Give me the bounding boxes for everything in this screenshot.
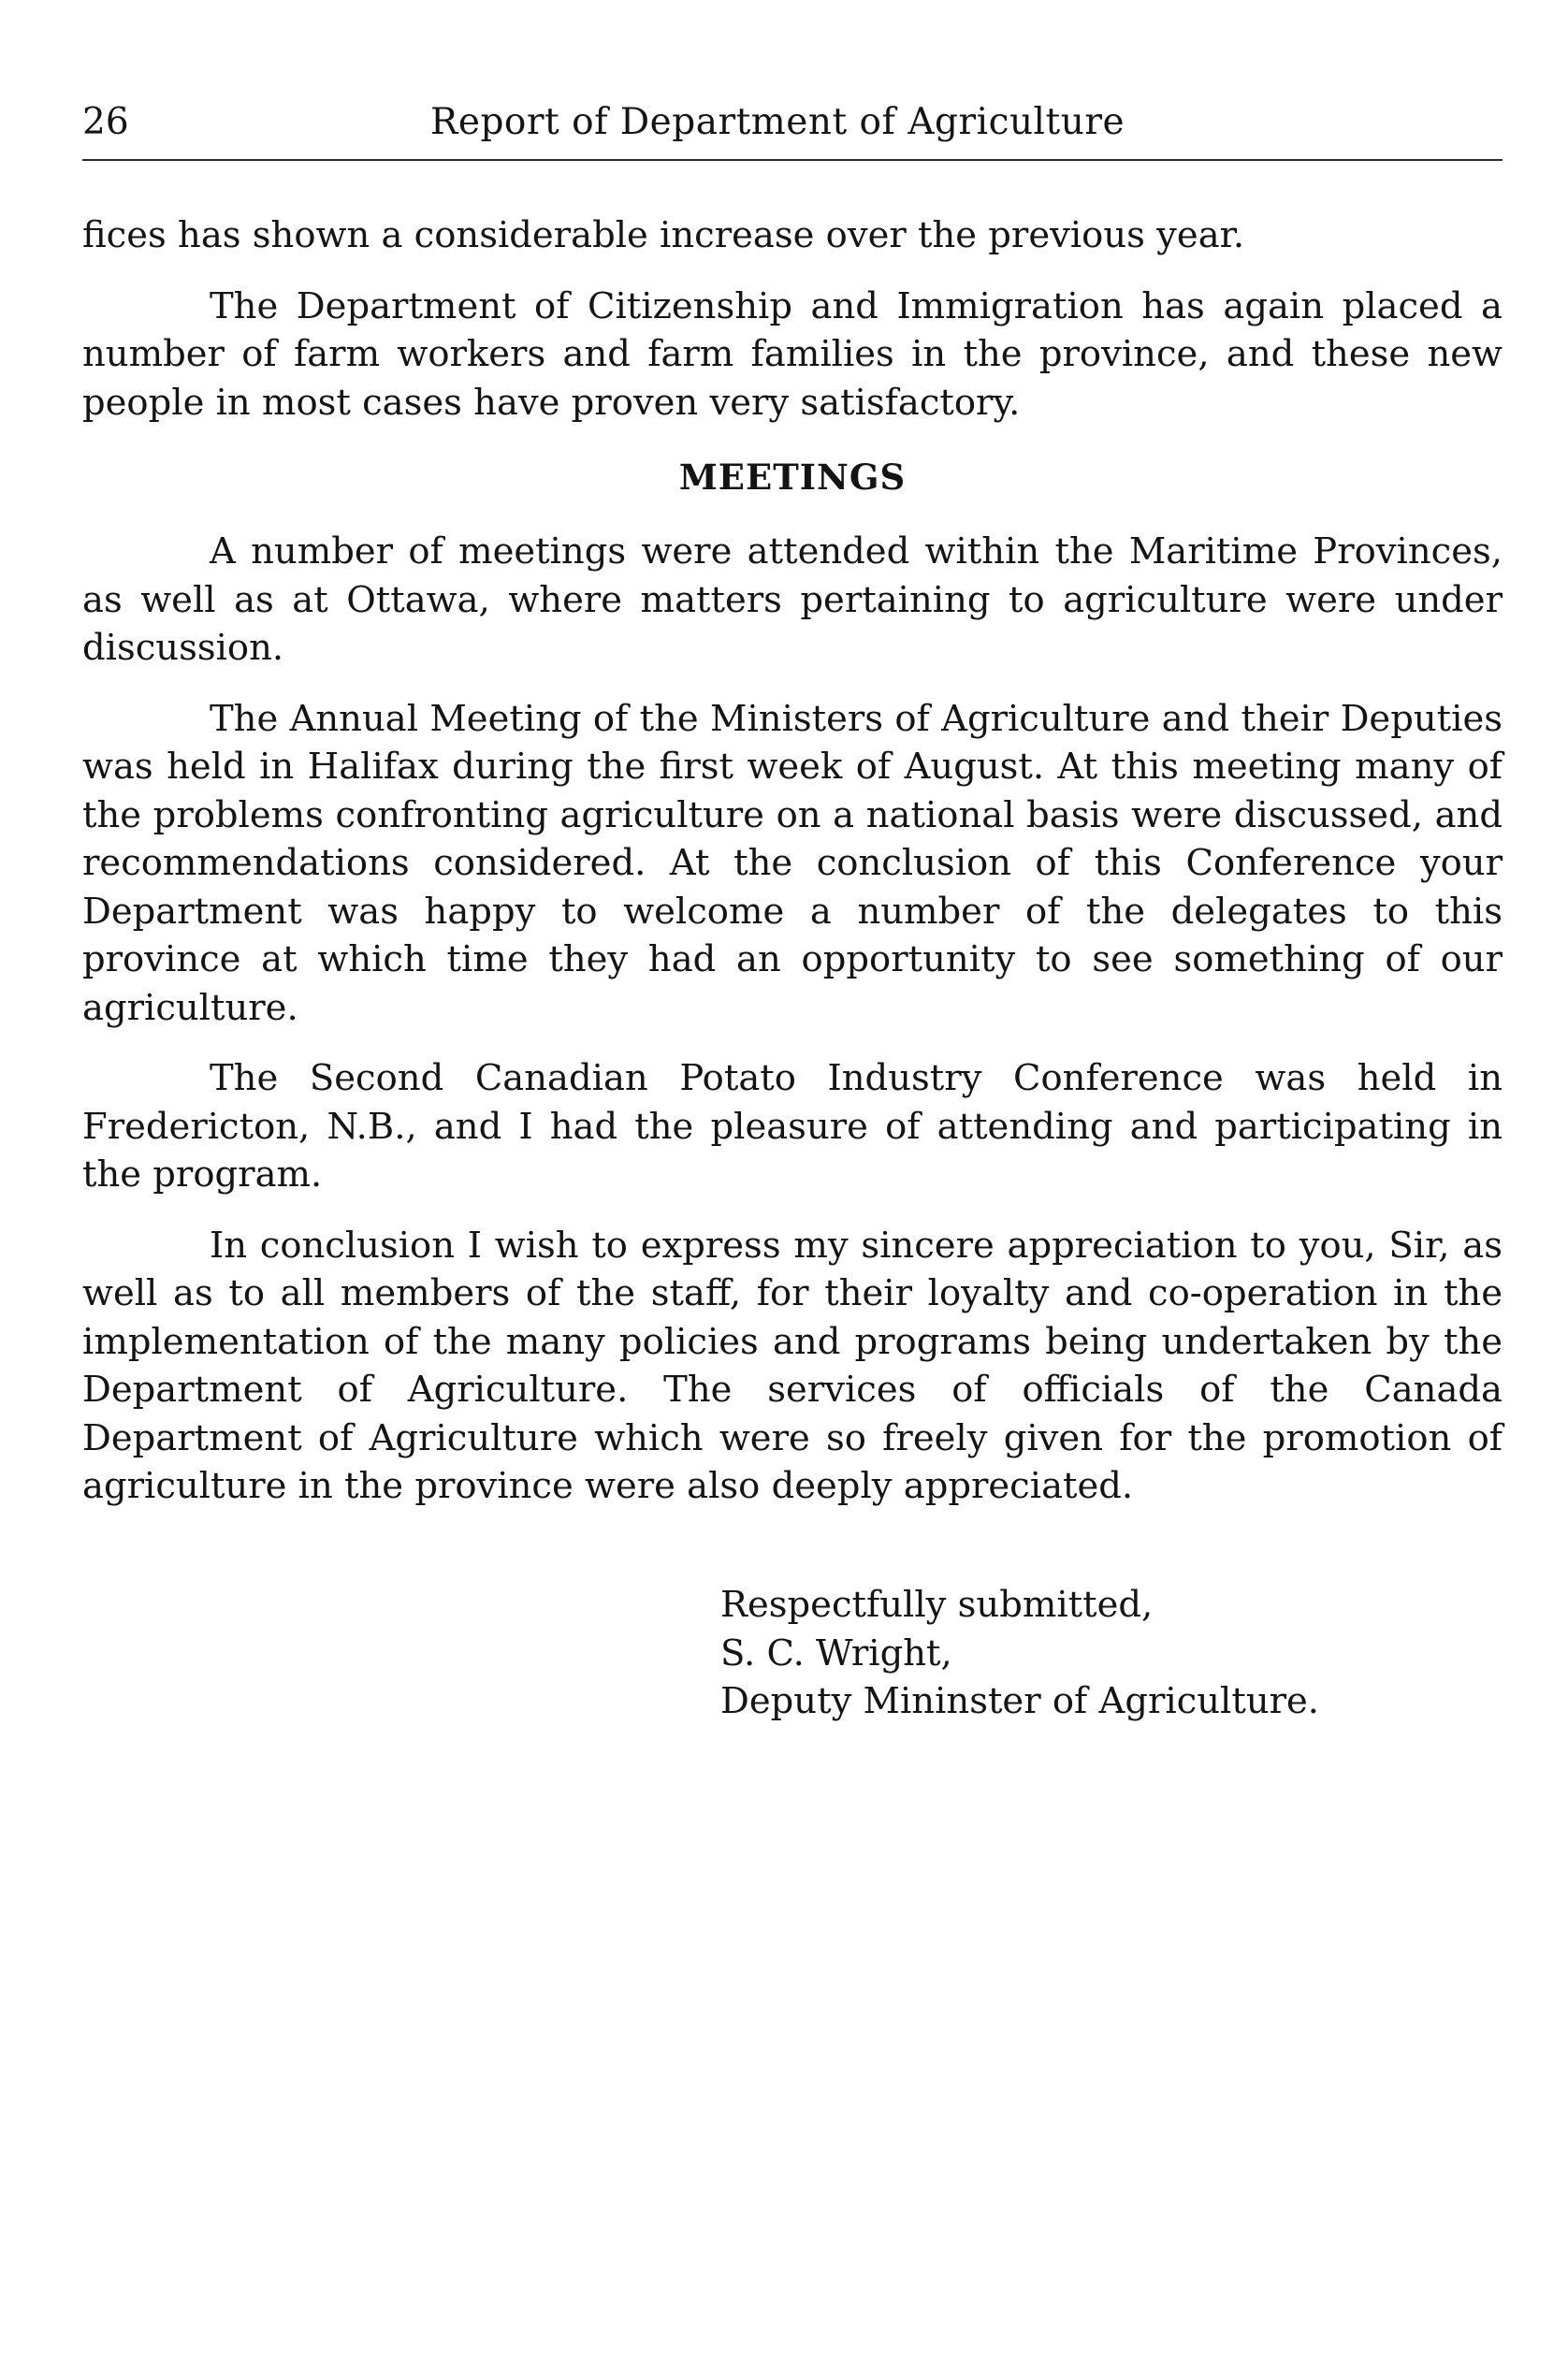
- running-head: Report of Department of Agriculture: [430, 101, 1125, 143]
- body-text: [82, 211, 1503, 1533]
- paragraph-potato-conference: The Second Canadian Potato Industry Conference was held in Fredericton, N.B., and I had the pleasure of attending and participating in the program.: [82, 1057, 1503, 1196]
- page-number: 26: [82, 101, 129, 143]
- paragraph-meetings: A number of meetings were attended within the Maritime Provinces, as well as at Ottawa, where matters pertaining to agriculture were under discussion.: [82, 530, 1503, 669]
- section-heading-meetings: MEETINGS: [678, 457, 907, 498]
- page-header: [82, 90, 1503, 155]
- paragraph-conclusion: In conclusion I wish to express my sincere appreciation to you, Sir, as well as to all members of the staff, for their loyalty and co-operation in the implementation of the many policies and programs being undertaken by the Department of Agriculture. The services of officials of the Canada Department of Agriculture which were so freely given for the promotion of agriculture in the province were also deeply appreciated.: [82, 1224, 1503, 1507]
- signature-block: [720, 1581, 1319, 1726]
- paragraph-immigration: The Department of Citizenship and Immigration has again placed a number of farm workers and farm families in the province, and these new people in most cases have proven very satisfactory.: [82, 284, 1503, 424]
- header-rule: [82, 159, 1503, 161]
- signature-title: Deputy Mininster of Agriculture.: [720, 1680, 1320, 1722]
- signature-name: S. C. Wright,: [720, 1631, 952, 1675]
- paragraph-continuation: fices has shown a considerable increase over the previous year.: [82, 214, 1245, 256]
- paragraph-annual-meeting: The Annual Meeting of the Ministers of Agriculture and their Deputies was held in Halifax during the first week of August. At this meeting many of the problems confronting agriculture on a national basis were discussed, and recommendations considered. At the conclusion of this Conference your Department was happy to welcome a number of the delegates to this province at which time they had an opportunity to see something of our agriculture.: [82, 697, 1503, 1029]
- signature-closing: Respectfully submitted,: [720, 1584, 1154, 1626]
